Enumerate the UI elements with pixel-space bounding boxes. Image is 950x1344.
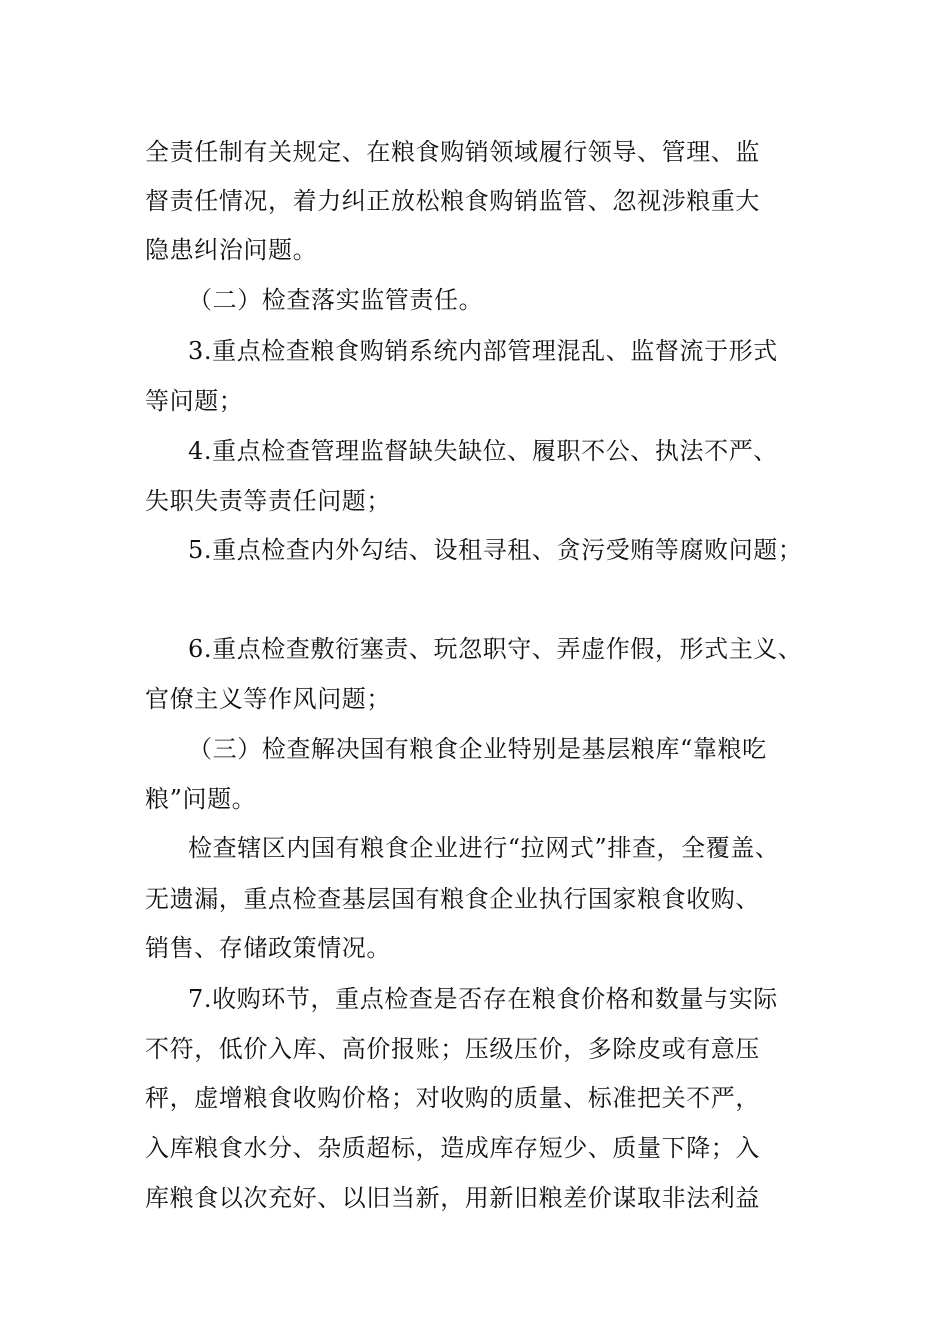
text-line: 隐患纠治问题。: [145, 236, 318, 264]
text-line: 无遗漏，重点检查基层国有粮食企业执行国家粮食收购、: [145, 885, 760, 913]
section-heading-3: （三）检查解决国有粮食企业特别是基层粮库“靠粮吃: [188, 735, 767, 763]
text-line: 入库粮食水分、杂质超标，造成库存短少、质量下降；入: [145, 1134, 760, 1162]
text-line: 秤，虚增粮食收购价格；对收购的质量、标准把关不严，: [145, 1084, 760, 1112]
item-6-text: 6.重点检查敷衍塞责、玩忽职守、弄虚作假，形式主义、: [188, 635, 803, 663]
item-4-text: 4.重点检查管理监督缺失缺位、履职不公、执法不严、: [188, 437, 778, 465]
text-line: 销售、存储政策情况。: [145, 934, 391, 962]
text-line: 全责任制有关规定、在粮食购销领域履行领导、管理、监: [145, 138, 760, 166]
item-5-text: 5.重点检查内外勾结、设租寻租、贪污受贿等腐败问题；: [188, 536, 803, 564]
text-line: 粮”问题。: [145, 785, 257, 813]
item-3-text: 3.重点检查粮食购销系统内部管理混乱、监督流于形式: [188, 337, 778, 365]
section-heading-2: （二）检查落实监管责任。: [188, 286, 484, 314]
text-line: 官僚主义等作风问题；: [145, 685, 391, 713]
paragraph-text: 检查辖区内国有粮食企业进行“拉网式”排查，全覆盖、: [188, 834, 780, 862]
text-line: 不符，低价入库、高价报账；压级压价，多除皮或有意压: [145, 1035, 760, 1063]
item-7-text: 7.收购环节，重点检查是否存在粮食价格和数量与实际: [188, 985, 778, 1013]
text-line: 库粮食以次充好、以旧当新，用新旧粮差价谋取非法利益: [145, 1184, 760, 1212]
text-line: 失职失责等责任问题；: [145, 487, 391, 515]
text-line: 督责任情况，着力纠正放松粮食购销监管、忽视涉粮重大: [145, 187, 760, 215]
text-line: 等问题；: [145, 387, 244, 415]
